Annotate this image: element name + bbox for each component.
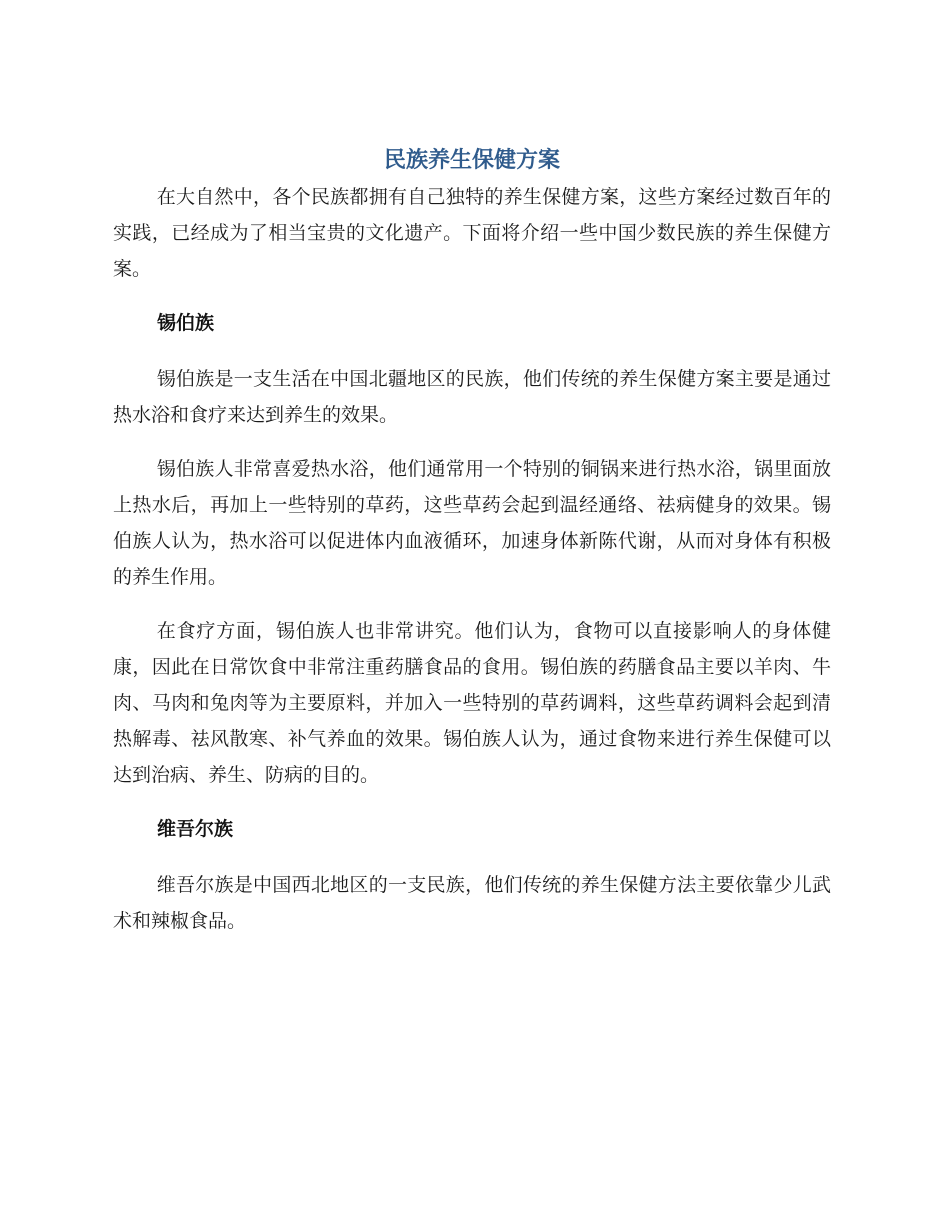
document-title: 民族养生保健方案 xyxy=(383,148,560,173)
xibo-paragraph-1: 锡伯族是一支生活在中国北疆地区的民族，他们传统的养生保健方案主要是通过热水浴和食疗来达到养生的效果。 xyxy=(113,368,831,426)
section-heading-xibo: 锡伯族 xyxy=(157,312,215,334)
section-heading-uyghur: 维吾尔族 xyxy=(157,818,234,840)
uyghur-paragraph-1: 维吾尔族是中国西北地区的一支民族，他们传统的养生保健方法主要依靠少儿武术和辣椒食品。 xyxy=(113,874,831,932)
xibo-paragraph-3: 在食疗方面，锡伯族人也非常讲究。他们认为，食物可以直接影响人的身体健康，因此在日常饮食中非常注重药膳食品的食用。锡伯族的药膳食品主要以羊肉、牛肉、马肉和兔肉等为主要原料，并加入一些特别的草药调料，这些草药调料会起到清热解毒、祛风散寒、补气养血的效果。锡伯族人认为，通过食物来进行养生保健可以达到治病、养生、防病的目的。 xyxy=(113,620,831,786)
xibo-paragraph-2: 锡伯族人非常喜爱热水浴，他们通常用一个特别的铜锅来进行热水浴，锅里面放上热水后，再加上一些特别的草药，这些草药会起到温经通络、祛病健身的效果。锡伯族人认为，热水浴可以促进体内血液循环，加速身体新陈代谢，从而对身体有积极的养生作用。 xyxy=(113,458,831,588)
document-body xyxy=(113,145,831,939)
intro-paragraph: 在大自然中，各个民族都拥有自己独特的养生保健方案，这些方案经过数百年的实践，已经成为了相当宝贵的文化遗产。下面将介绍一些中国少数民族的养生保健方案。 xyxy=(113,186,831,280)
